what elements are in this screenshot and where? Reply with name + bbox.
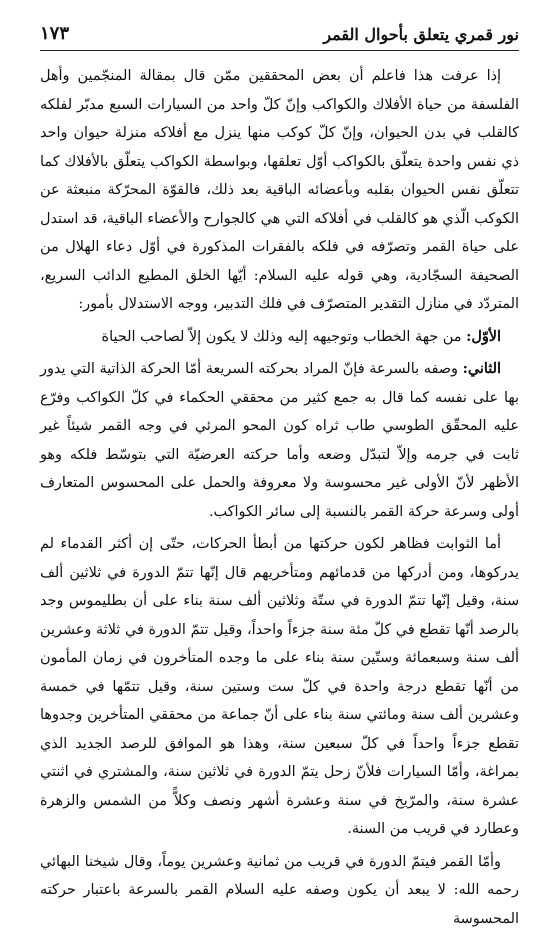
paragraph-text: أما الثوابت فظاهر لكون حركتها من أبطأ الحركات، حتّى إن أكثر القدماء لم يدركوها، ومن أدركها من قدمائهم ومتأخريهم قال إنّها تتمّ الدورة في ثلاثين ألف سنة، وقيل إنّها تتمّ الدورة في ستّة وثلاثين ألف سنة بناء على أن بطليموس وجد بالرصد أنّها تقطع في كلّ مئة سنة جزءاً واحداً، وقيل تتمّ الدورة في ثلاثة وعشرين ألف سنة وسبعمائة وستّين سنة بناء على ما وجده المتأخرون في زمان المأمون من أنّها تقطع درجة واحدة في كلّ ست وستين سنة، وقيل تتمّها في خمسة وعشرين ألف سنة ومائتي سنة بناء على أنّ جماعة من محققي المتأخرين وجدوها تقطع جزءاً واحداً في كلّ سبعين سنة، وهذا هو الموافق للرصد الجديد الذي بمراغة، وأمّا السيارات فلأنّ زحل يتمّ الدورة في ثلاثين سنة، والمشتري في اثنتي عشرة سنة، والمرّيخ في سنة وعشرة أشهر ونصف وكلاًّ من الشمس والزهرة وعطارد في قريب من السنة. — [40, 536, 519, 837]
paragraph-first-point — [40, 323, 519, 352]
paragraph-text: إذا عرفت هذا فاعلم أن بعض المحققين ممّن قال بمقالة المنجّمين وأهل الفلسفة من حياة الأفلاك والكواكب وإنّ كلّ واحد من السيارات السبع مدبّر لفلكه كالقلب في بدن الحيوان، وإنّ كلّ كوكب منها ينزل مع أفلاكه منزلة حيوان واحد ذي نفس واحدة يتعلّق بالكواكب أوّل تعلقها، وبواسطة الكواكب يتعلّق بالأفلاك كما تتعلّق نفس الحيوان بقلبه وبأعضائه الباقية بعد ذلك، فالقوّة المحرّكة منبعثة عن الكوكب الّذي هو كالقلب في أفلاكه التي هي كالجوارح والأعضاء الباقية، قد استدل على حياة القمر وتصرّفه في فلكه بالفقرات المذكورة في أوّل دعاء الهلال من الصحيفة السجّادية، وهي قوله عليه السلام: أيّها الخلق المطيع الدائب السريع، المتردّد في منازل التقدير المتصرّف في فلك التدبير، ووجه الاستدلال بأمور: — [40, 68, 519, 312]
point-lead: الأوّل: — [466, 328, 501, 345]
page-body — [40, 62, 519, 933]
paragraph-text: وأمّا القمر فيتمّ الدورة في قريب من ثمانية وعشرين يوماً، وقال شيخنا البهائي رحمه الله: لا يبعد أن يكون وصفه عليه السلام القمر بالسرعة باعتبار حركته المحسوسة — [40, 854, 519, 927]
paragraph-moon — [40, 848, 519, 933]
header-rule — [40, 50, 519, 51]
running-header — [40, 18, 519, 44]
point-lead: الثاني: — [463, 360, 501, 377]
paragraph-text: وصفه بالسرعة فإنّ المراد بحركته السريعة أمّا الحركة الذاتية التي يدور بها على نفسه كما قال به جمع كثير من محققي الحكماء في كلّ الكواكب وفرّع عليه المحقّق الطوسي طاب ثراه كون المحو المرئي في وجه القمر شيئاً غير ثابت في جرمه وإلاّ لتبدّل وضعه وأما حركته العرضيّة التي بتوسّط فلكه وهو الأظهر لأنّ الأولى غير محسوسة ولا معروفة والحمل على المحسوس المتعارف أولى وسرعة حركة القمر بالنسبة إلى سائر الكواكب. — [40, 361, 519, 520]
page-number: ١٧٣ — [40, 23, 69, 44]
paragraph-intro — [40, 62, 519, 319]
paragraph-second-point — [40, 355, 519, 526]
paragraph-fixed-stars — [40, 530, 519, 844]
running-title: نور قمري يتعلق بأحوال القمر — [323, 25, 519, 44]
paragraph-text: من جهة الخطاب وتوجيهه إليه وذلك لا يكون إلاّ لصاحب الحياة — [102, 329, 462, 345]
